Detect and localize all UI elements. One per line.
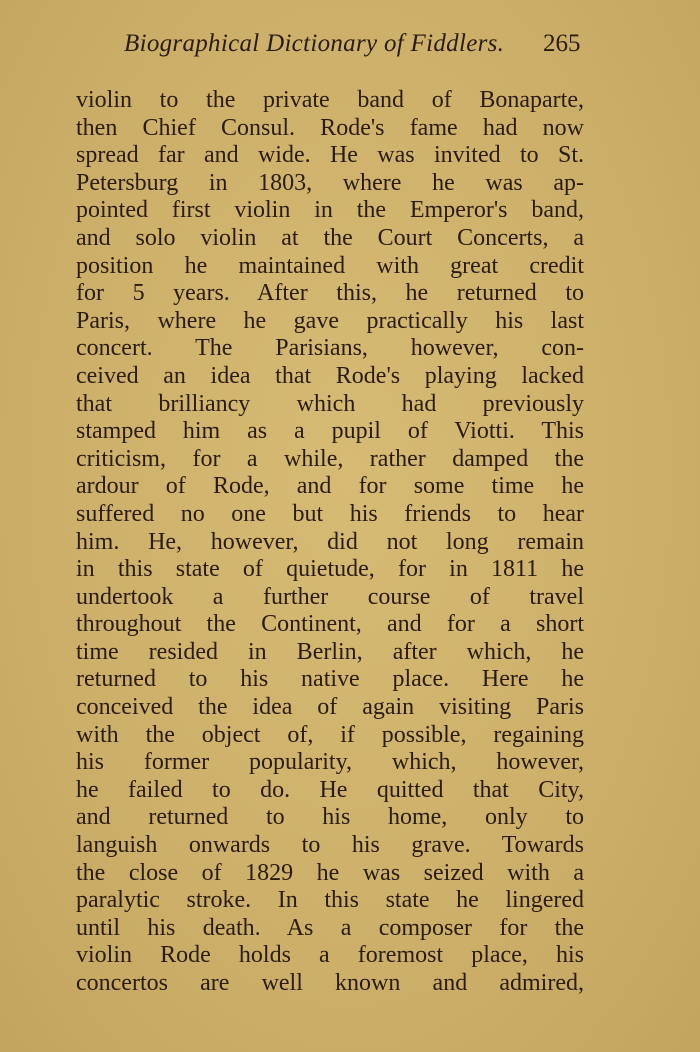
text-line: Paris, where he gave practically his last	[76, 307, 584, 334]
text-line: that brilliancy which had previously	[76, 390, 584, 417]
text-line: him. He, however, did not long remain	[76, 528, 584, 555]
text-line: returned to his native place. Here he	[76, 666, 584, 693]
text-line: he failed to do. He quitted that City,	[76, 776, 584, 803]
text-line: until his death. As a composer for the	[76, 914, 584, 941]
text-line: criticism, for a while, rather damped the	[76, 445, 584, 472]
text-line: suffered no one but his friends to hear	[76, 500, 584, 527]
text-line: violin Rode holds a foremost place, his	[76, 942, 584, 969]
text-line: concertos are well known and admired,	[76, 970, 584, 996]
text-line: and solo violin at the Court Concerts, a	[76, 224, 584, 251]
text-line: undertook a further course of travel	[76, 583, 584, 610]
text-line: his former popularity, which, however,	[76, 749, 584, 776]
text-line: concert. The Parisians, however, con-	[76, 335, 584, 362]
text-line: with the object of, if possible, regaining	[76, 721, 584, 748]
running-head	[0, 30, 700, 66]
text-line: ceived an idea that Rode's playing lacked	[76, 362, 584, 389]
text-line: position he maintained with great credit	[76, 252, 584, 279]
text-line: then Chief Consul. Rode's fame had now	[76, 114, 584, 141]
text-line: stamped him as a pupil of Viotti. This	[76, 418, 584, 445]
text-line: pointed first violin in the Emperor's band,	[76, 197, 584, 224]
text-line: ardour of Rode, and for some time he	[76, 473, 584, 500]
text-line: violin to the private band of Bonaparte,	[76, 87, 584, 113]
text-line: in this state of quietude, for in 1811 he	[76, 556, 584, 583]
text-line: the close of 1829 he was seized with a	[76, 859, 584, 886]
text-line: conceived the idea of again visiting Paris	[76, 694, 584, 721]
text-line: languish onwards to his grave. Towards	[76, 832, 584, 859]
text-line: for 5 years. After this, he returned to	[76, 280, 584, 307]
text-line: time resided in Berlin, after which, he	[76, 638, 584, 665]
running-title: Biographical Dictionary of Fiddlers.	[124, 30, 505, 57]
body-text	[76, 87, 584, 998]
text-line: paralytic stroke. In this state he lingered	[76, 887, 584, 914]
text-line: and returned to his home, only to	[76, 804, 584, 831]
text-line: spread far and wide. He was invited to St.	[76, 142, 584, 169]
page-number: 265	[543, 30, 581, 57]
text-line: throughout the Continent, and for a short	[76, 611, 584, 638]
text-line: Petersburg in 1803, where he was ap-	[76, 169, 584, 196]
